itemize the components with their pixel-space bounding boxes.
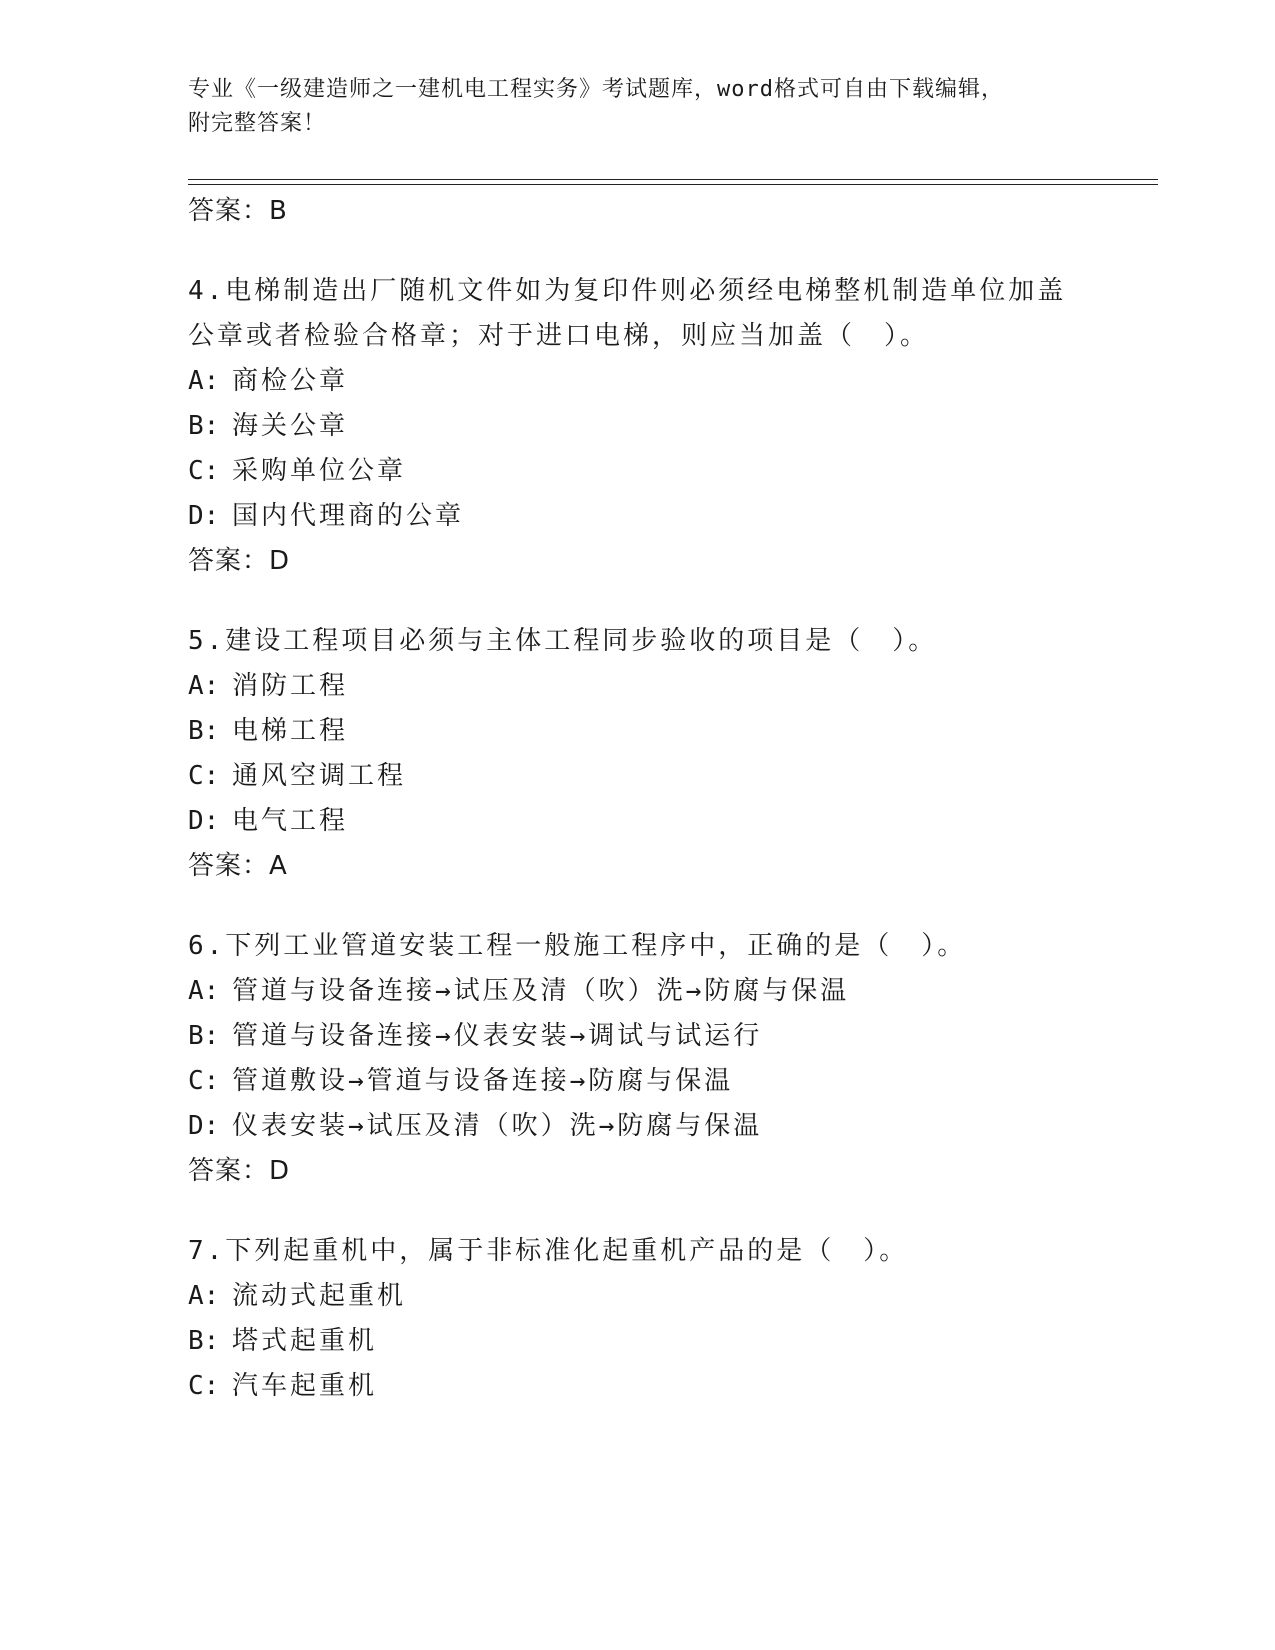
option-text: 塔式起重机 [232,1326,378,1356]
option-key: D: [188,1111,220,1141]
option-text: 海关公章 [232,411,349,441]
option-key: C: [188,761,220,791]
option-key: B: [188,1326,220,1356]
question-stem [188,619,1168,664]
question-stem [188,1229,1168,1274]
question-5 [188,619,1168,889]
option-text: 管道敷设→管道与设备连接→防腐与保温 [232,1066,734,1096]
option-a [188,664,1168,709]
option-a [188,1274,1168,1319]
option-text: 管道与设备连接→仪表安装→调试与试运行 [232,1021,763,1051]
option-text: 仪表安装→试压及清（吹）洗→防腐与保温 [232,1111,763,1141]
option-b [188,404,1168,449]
option-a [188,359,1168,404]
option-d [188,799,1168,844]
option-a [188,969,1168,1014]
option-c [188,1059,1168,1104]
question-4 [188,269,1168,584]
option-c [188,754,1168,799]
option-c [188,1364,1168,1409]
option-key: C: [188,1066,220,1096]
option-text: 采购单位公章 [232,456,407,486]
option-key: A: [188,671,220,701]
option-text: 商检公章 [232,366,349,396]
question-stem [188,269,1168,359]
header-line-2: 附完整答案！ [188,111,327,136]
question-stem-line: 公章或者检验合格章；对于进口电梯，则应当加盖（ ）。 [188,321,930,351]
option-key: B: [188,716,220,746]
option-key: D: [188,501,220,531]
question-stem-line: 6.下列工业管道安装工程一般施工程序中，正确的是（ ）。 [188,931,967,961]
option-b [188,1014,1168,1059]
option-text: 管道与设备连接→试压及清（吹）洗→防腐与保温 [232,976,850,1006]
answer-line: 答案：D [188,546,291,576]
option-text: 汽车起重机 [232,1371,378,1401]
option-text: 国内代理商的公章 [232,501,465,531]
option-key: B: [188,411,220,441]
header-divider-bottom [188,184,1158,185]
question-stem-line: 5.建设工程项目必须与主体工程同步验收的项目是（ ）。 [188,626,938,656]
question-stem-line: 4.电梯制造出厂随机文件如为复印件则必须经电梯整机制造单位加盖 [188,276,1067,306]
question-stem-line: 7.下列起重机中，属于非标准化起重机产品的是（ ）。 [188,1236,909,1266]
option-key: A: [188,366,220,396]
option-key: C: [188,1371,220,1401]
header-divider-top [188,179,1158,180]
question-7 [188,1229,1168,1409]
option-text: 流动式起重机 [232,1281,407,1311]
page-header [188,73,1088,141]
option-d [188,1104,1168,1149]
option-key: C: [188,456,220,486]
option-key: D: [188,806,220,836]
option-d [188,494,1168,539]
answer-line: 答案：B [188,196,288,226]
option-b [188,709,1168,754]
option-text: 电梯工程 [232,716,349,746]
question-6 [188,924,1168,1194]
question-stem [188,924,1168,969]
option-key: B: [188,1021,220,1051]
option-text: 消防工程 [232,671,349,701]
question-list [188,189,1168,1409]
header-line-1: 专业《一级建造师之一建机电工程实务》考试题库，word格式可自由下载编辑， [188,77,1004,102]
option-text: 电气工程 [232,806,349,836]
option-key: A: [188,1281,220,1311]
answer-line: 答案：A [188,851,288,881]
answer-line: 答案：D [188,1156,291,1186]
option-text: 通风空调工程 [232,761,407,791]
option-c [188,449,1168,494]
option-key: A: [188,976,220,1006]
option-b [188,1319,1168,1364]
